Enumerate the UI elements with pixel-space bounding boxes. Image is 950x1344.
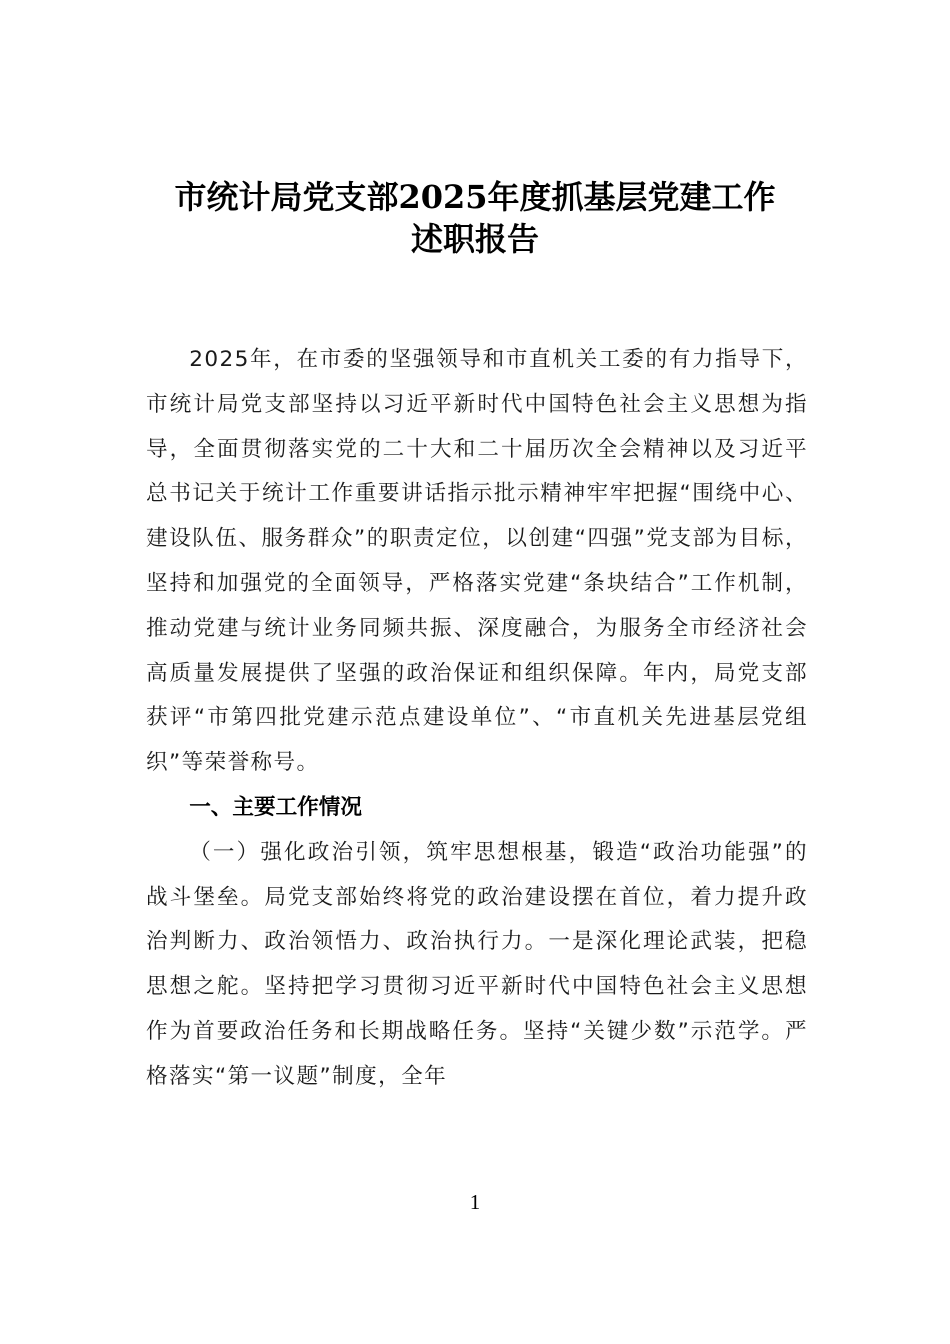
page-number: 1 (469, 1190, 481, 1214)
intro-paragraph: 2025年，在市委的坚强领导和市直机关工委的有力指导下，市统计局党支部坚持以习近平新时代中国特色社会主义思想为指导，全面贯彻落实党的二十大和二十届历次全会精神以及习近平总书记关于统计工作重要讲话指示批示精神牢牢把握“围绕中心、建设队伍、服务群众”的职责定位，以创建“四强”党支部为目标，坚持和加强党的全面领导，严格落实党建“条块结合”工作机制，推动党建与统计业务同频共振、深度融合，为服务全市经济社会高质量发展提供了坚强的政治保证和组织保障。年内，局党支部获评“市第四批党建示范点建设单位”、“市直机关先进基层党组织”等荣誉称号。 (146, 347, 808, 776)
section-heading: 一、主要工作情况 (189, 794, 362, 820)
document-title-line-2: 述职报告 (410, 220, 539, 258)
document-body (146, 338, 808, 1100)
document-title-line-1: 市统计局党支部2025年度抓基层党建工作 (174, 178, 776, 216)
section-1-paragraph: （一）强化政治引领，筑牢思想根基，锻造“政治功能强”的战斗堡垒。局党支部始终将党的政治建设摆在首位，着力提升政治判断力、政治领悟力、政治执行力。一是深化理论武装，把稳思想之舵。坚持把学习贯彻习近平新时代中国特色社会主义思想作为首要政治任务和长期战略任务。坚持“关键少数”示范学。严格落实“第一议题”制度，全年 (146, 839, 808, 1089)
